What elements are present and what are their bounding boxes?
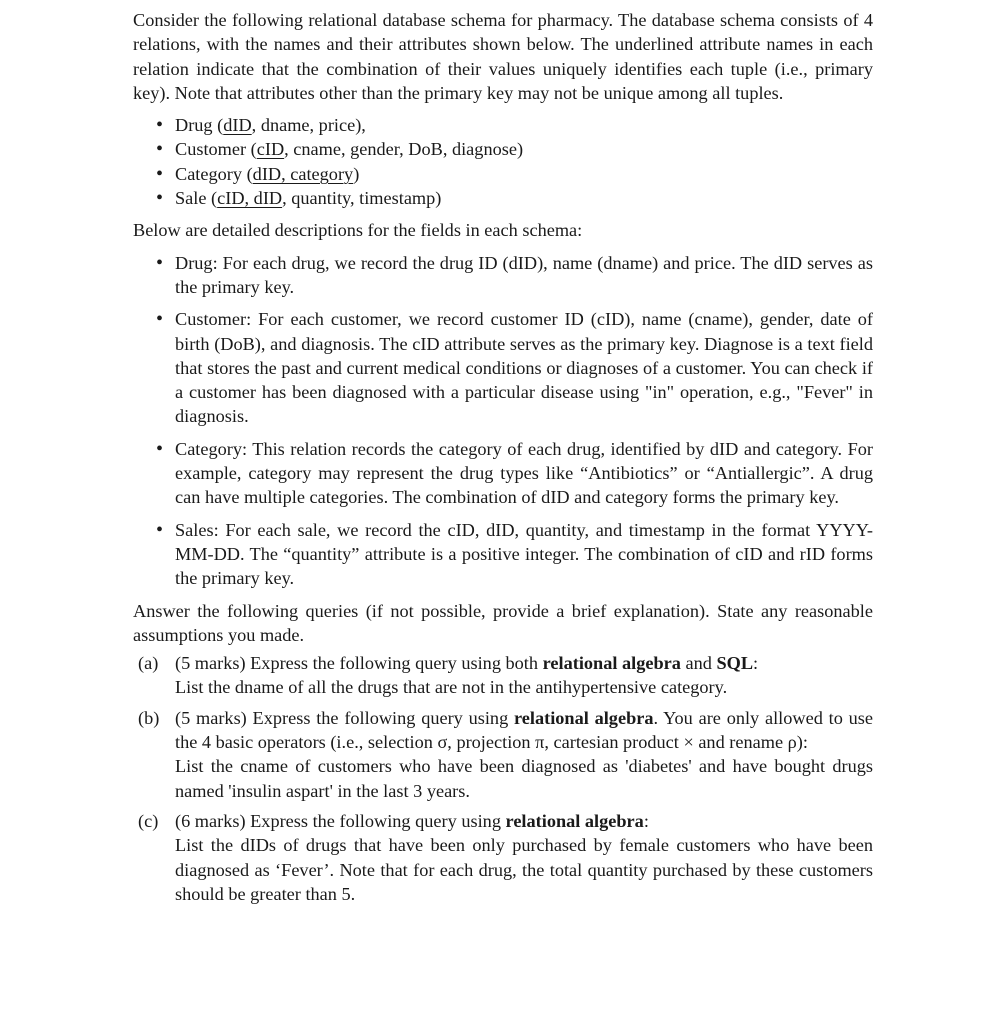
schema-list <box>133 113 873 210</box>
question-task: List the dname of all the drugs that are not in the antihypertensive category. <box>175 677 728 698</box>
schema-item-sale: • Sale (cID, dID, quantity, timestamp) <box>175 186 873 210</box>
description-sales: • Sales: For each sale, we record the cID, dID, quantity, and timestamp in the format YYYY-MM-DD. The “quantity” attribute is a positive integer. The combination of cID and rID forms the primary key. <box>175 518 873 591</box>
primary-key: dID, category <box>252 163 354 184</box>
question-c: (c) (6 marks) Express the following query using relational algebra: List the dIDs of drugs that have been only purchased by female customers who have been diagnosed as ‘Fever’. Note that for each drug, the total quantity purchased by these customers should be greater than 5. <box>138 810 873 904</box>
schema-item-customer: • Customer (cID, cname, gender, DoB, diagnose) <box>175 137 873 161</box>
question-task: List the cname of customers who have been diagnosed as 'diabetes' and have bought drugs named 'insulin aspart' in the last 3 years. <box>175 756 873 801</box>
primary-key: dID <box>223 115 252 136</box>
intro-paragraph: Consider the following relational database schema for pharmacy. The database schema consists of 4 relations, with the names and their attributes shown below. The underlined attribute names in each relation indicate that the combination of their values uniquely identifies each tuple (i.e., primary key). Note that attributes other than the primary key may not be unique among all tuples. <box>133 10 873 103</box>
description-category: • Category: This relation records the category of each drug, identified by dID and category. For example, category may represent the drug types like “Antibiotics” or “Antiallergic”. A drug can have multiple categories. The combination of dID and category forms the primary key. <box>175 437 873 510</box>
answer-intro: Answer the following queries (if not possible, provide a brief explanation). State any reasonable assumptions you made. <box>133 600 873 645</box>
question-text <box>133 8 873 912</box>
questions-list <box>133 651 873 906</box>
question-b: (b) (5 marks) Express the following query using relational algebra. You are only allowed to use the 4 basic operators (i.e., selection σ, projection π, cartesian product × and rename ρ): List the cname of customers who have been diagnosed as 'diabetes' and have bought drugs named 'insulin aspart' in the last 3 years. <box>138 707 874 801</box>
description-customer: • Customer: For each customer, we record customer ID (cID), name (cname), gender, date of birth (DoB), and diagnosis. The cID attribute serves as the primary key. Diagnose is a text field that stores the past and current medical conditions or diagnoses of a customer. You can check if a customer has been diagnosed with a particular disease using "in" operation, e.g., "Fever" in diagnosis. <box>175 307 873 428</box>
description-drug: • Drug: For each drug, we record the drug ID (dID), name (dname) and price. The dID serves as the primary key. <box>175 251 873 300</box>
primary-key: cID, dID <box>217 188 283 209</box>
descriptions-list <box>133 251 873 591</box>
question-task: List the dIDs of drugs that have been only purchased by female customers who have been diagnosed as ‘Fever’. Note that for each drug, the total quantity purchased by these customers should be greater than 5. <box>175 835 873 904</box>
schema-item-category: • Category (dID, category) <box>175 162 873 186</box>
schema-item-drug: • Drug (dID, dname, price), <box>175 113 873 137</box>
primary-key: cID <box>256 139 285 160</box>
question-a: (a) (5 marks) Express the following query using both relational algebra and SQL: List the dname of all the drugs that are not in the antihypertensive category. <box>138 653 759 698</box>
descriptions-intro: Below are detailed descriptions for the fields in each schema: <box>133 220 583 241</box>
